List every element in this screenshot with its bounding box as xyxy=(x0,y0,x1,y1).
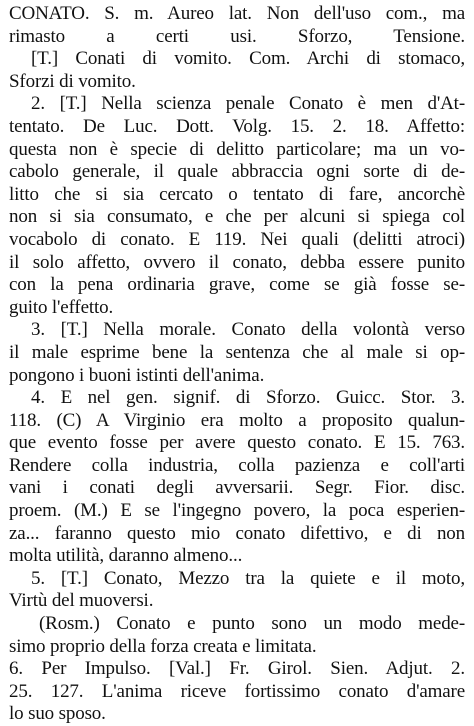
entry-line: litto che si sia cercato o tentato di fare, ancorchè xyxy=(9,183,465,205)
entry-line: (Rosm.) Conato e punto sono un modo mede- xyxy=(39,613,465,635)
entry-line: Rendere colla industria, colla pazienza e coll'arti xyxy=(9,454,465,476)
entry-line: 25. 127. L'anima riceve fortissimo conato d'amare xyxy=(9,680,465,702)
entry-line: il solo affetto, ovvero il conato, debba essere punito xyxy=(9,251,465,273)
entry-line: non si sia consumato, e che per alcuni si spiega col xyxy=(9,206,465,228)
entry-line: 2. [T.] Nella scienza penale Conato è men d'At- xyxy=(31,93,465,115)
entry-line: vocabolo di conato. E 119. Nei quali (delitti atroci) xyxy=(9,228,465,250)
entry-line: questa non è specie di delitto particolare; ma un vo- xyxy=(9,138,465,160)
entry-line: molta utilità, daranno almeno... xyxy=(9,545,243,567)
entry-line: il male esprime bene la sentenza che al male si op- xyxy=(9,341,465,363)
entry-line: CONATO. S. m. Aureo lat. Non dell'uso com., ma xyxy=(9,3,465,24)
entry-line: 6. Per Impulso. [Val.] Fr. Girol. Sien. Adjut. 2. xyxy=(9,658,465,680)
dictionary-entry-conato xyxy=(9,3,465,726)
entry-line: lo suo sposo. xyxy=(9,703,106,725)
entry-line: za... faranno questo mio conato difettivo, e di non xyxy=(9,522,465,544)
entry-line: 4. E nel gen. signif. di Sforzo. Guicc. Stor. 3. xyxy=(31,387,465,409)
entry-line: 5. [T.] Conato, Mezzo tra la quiete e il moto, xyxy=(31,567,465,589)
entry-line: [T.] Conati di vomito. Com. Archi di stomaco, xyxy=(31,48,465,70)
entry-line: Sforzi di vomito. xyxy=(9,70,136,92)
entry-line: guito l'effetto. xyxy=(9,296,114,318)
entry-line: cabolo generale, il quale abbraccia ogni sorte di de- xyxy=(9,161,465,183)
entry-line: proem. (M.) E se l'ingegno povero, la poca esperien- xyxy=(9,500,465,522)
entry-line: con la pena ordinaria grave, come se già fosse se- xyxy=(9,274,465,296)
entry-line: 3. [T.] Nella morale. Conato della volontà verso xyxy=(31,319,465,341)
entry-line: simo proprio della forza creata e limitata. xyxy=(9,635,317,657)
entry-line: pongono i buoni istinti dell'anima. xyxy=(9,364,265,386)
entry-line: vani i conati degli avversarii. Segr. Fior. disc. xyxy=(9,477,465,499)
entry-line: Virtù del muoversi. xyxy=(9,590,154,612)
entry-line: que evento fosse per avere questo conato. E 15. 763. xyxy=(9,432,465,454)
entry-line: tentato. De Luc. Dott. Volg. 15. 2. 18. Affetto: xyxy=(9,115,465,137)
entry-line: 118. (C) A Virginio era molto a proposito qualun- xyxy=(9,409,465,431)
entry-line: rimasto a certi usi. Sforzo, Tensione. xyxy=(9,25,465,47)
